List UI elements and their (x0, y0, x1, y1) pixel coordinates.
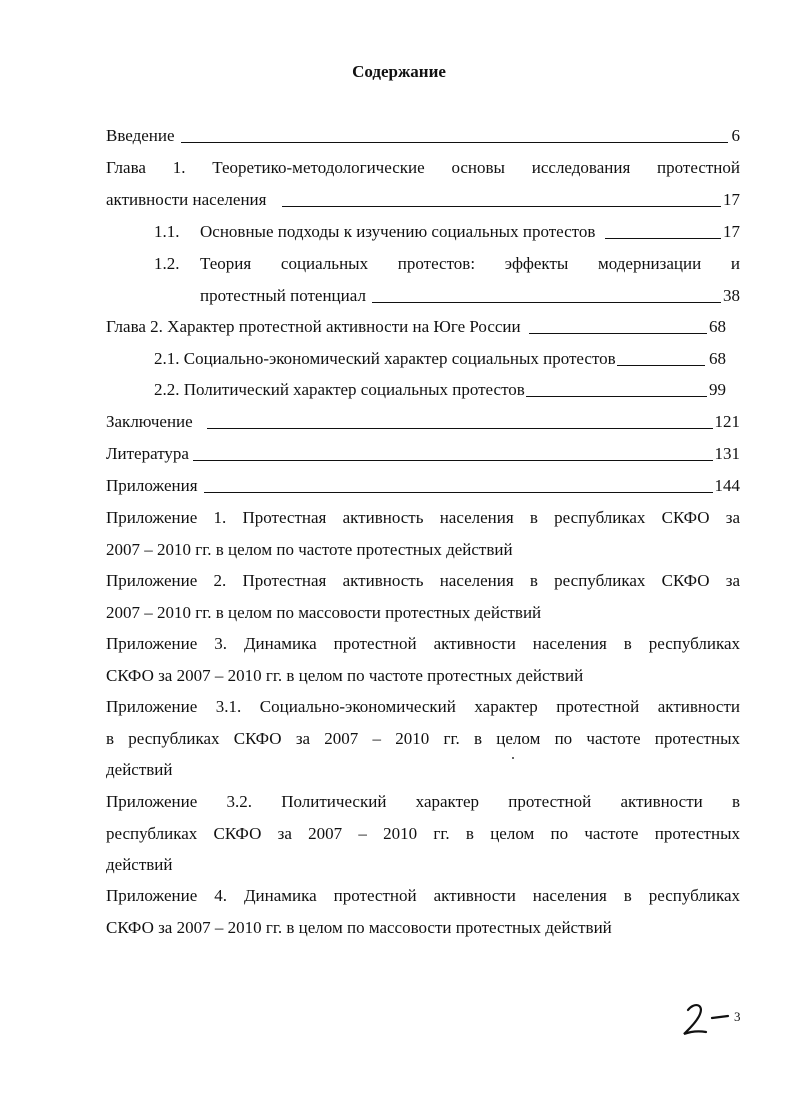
appendix-line: СКФО за 2007 – 2010 гг. в целом по массовости протестных действий (106, 917, 612, 937)
toc-label: 2.1. Социально-экономический характер социальных протестов (154, 349, 616, 368)
toc-entry-intro (106, 125, 740, 147)
page-title: Содержание (352, 62, 446, 81)
toc-page-number: 38 (723, 286, 740, 305)
toc-label: Литература (106, 444, 189, 463)
toc-page-number: 68 (709, 317, 726, 336)
appendix-line: республиках СКФО за 2007 – 2010 гг. в целом по частоте протестных (106, 823, 740, 843)
appendix-line: Приложение 1. Протестная активность населения в республиках СКФО за (106, 508, 740, 527)
toc-leader (526, 396, 707, 397)
toc-label: Основные подходы к изучению социальных протестов (200, 222, 596, 241)
appendix-line: в республиках СКФО за 2007 – 2010 гг. в целом по частоте протестных (106, 728, 740, 748)
toc-page-number: 144 (714, 476, 740, 495)
toc-label: активности населения (106, 190, 267, 209)
toc-label: Приложения (106, 476, 198, 495)
toc-label: Заключение (106, 412, 193, 431)
toc-entry-chapter1 (106, 189, 740, 211)
toc-entry-chapter1-line1 (106, 157, 740, 179)
toc-section-number: 1.2. (154, 254, 180, 273)
handwritten-mark-drawing (682, 1000, 734, 1040)
toc-leader (181, 142, 728, 143)
appendix-line: 2007 – 2010 гг. в целом по массовости протестных действий (106, 602, 542, 622)
toc-leader (282, 206, 721, 207)
appendix-line: Приложение 3. Динамика протестной активности населения в республиках (106, 634, 740, 653)
toc-entry-appendices (106, 475, 740, 497)
toc-leader (207, 428, 713, 429)
toc-page-number: 131 (714, 444, 740, 463)
appendix-line: действий (106, 855, 173, 874)
toc-page-number: 99 (709, 380, 726, 399)
toc-entry-section-1-2-line1 (154, 253, 740, 275)
toc-label: Теория социальных протестов: эффекты модернизации и (200, 254, 740, 273)
toc-label: Глава 1. Теоретико-методологические основы исследования протестной (106, 158, 740, 177)
appendix-item-3 (106, 628, 740, 691)
toc-leader (193, 460, 713, 461)
appendix-item-3-1 (106, 691, 740, 786)
toc-entry-chapter2 (106, 316, 726, 338)
appendix-line: 2007 – 2010 гг. в целом по частоте протестных действий (106, 539, 513, 559)
toc-label: Глава 2. Характер протестной активности на Юге России (106, 317, 521, 336)
toc-entry-section-2-2 (154, 379, 726, 401)
toc-label: 2.2. Политический характер социальных протестов (154, 380, 525, 399)
toc-entry-section-1-2 (200, 285, 740, 307)
page-number: 3 (734, 1009, 741, 1024)
appendix-line: СКФО за 2007 – 2010 гг. в целом по частоте протестных действий (106, 665, 584, 685)
appendix-line: Приложение 2. Протестная активность населения в республиках СКФО за (106, 571, 740, 590)
appendix-line: Приложение 3.1. Социально-экономический характер протестной активности (106, 697, 740, 716)
toc-page-number: 6 (731, 126, 740, 145)
appendix-line: Приложение 4. Динамика протестной активности населения в республиках (106, 886, 740, 905)
toc-label: протестный потенциал (200, 286, 366, 305)
toc-entry-conclusion (106, 411, 740, 433)
scan-speck (512, 757, 514, 759)
handwritten-page-mark (682, 1000, 734, 1045)
appendix-line: действий (106, 760, 173, 779)
toc-entry-section-2-1 (154, 348, 726, 370)
toc-page-number: 68 (709, 349, 726, 368)
toc-section-number: 1.1. (154, 222, 180, 241)
toc-leader (605, 238, 721, 239)
appendix-item-1 (106, 502, 740, 565)
toc-label: Введение (106, 126, 175, 145)
toc-page-number: 121 (714, 412, 740, 431)
toc-page-number: 17 (723, 222, 740, 241)
toc-entry-literature (106, 443, 740, 465)
appendix-item-3-2 (106, 786, 740, 881)
toc-leader (204, 492, 713, 493)
toc-leader (529, 333, 707, 334)
toc-leader (617, 365, 705, 366)
toc-page-number: 17 (723, 190, 740, 209)
toc-entry-section-1-1 (154, 221, 740, 243)
appendix-item-2 (106, 565, 740, 628)
appendix-item-4 (106, 880, 740, 943)
toc-leader (372, 302, 721, 303)
appendix-line: Приложение 3.2. Политический характер протестной активности в (106, 792, 740, 811)
